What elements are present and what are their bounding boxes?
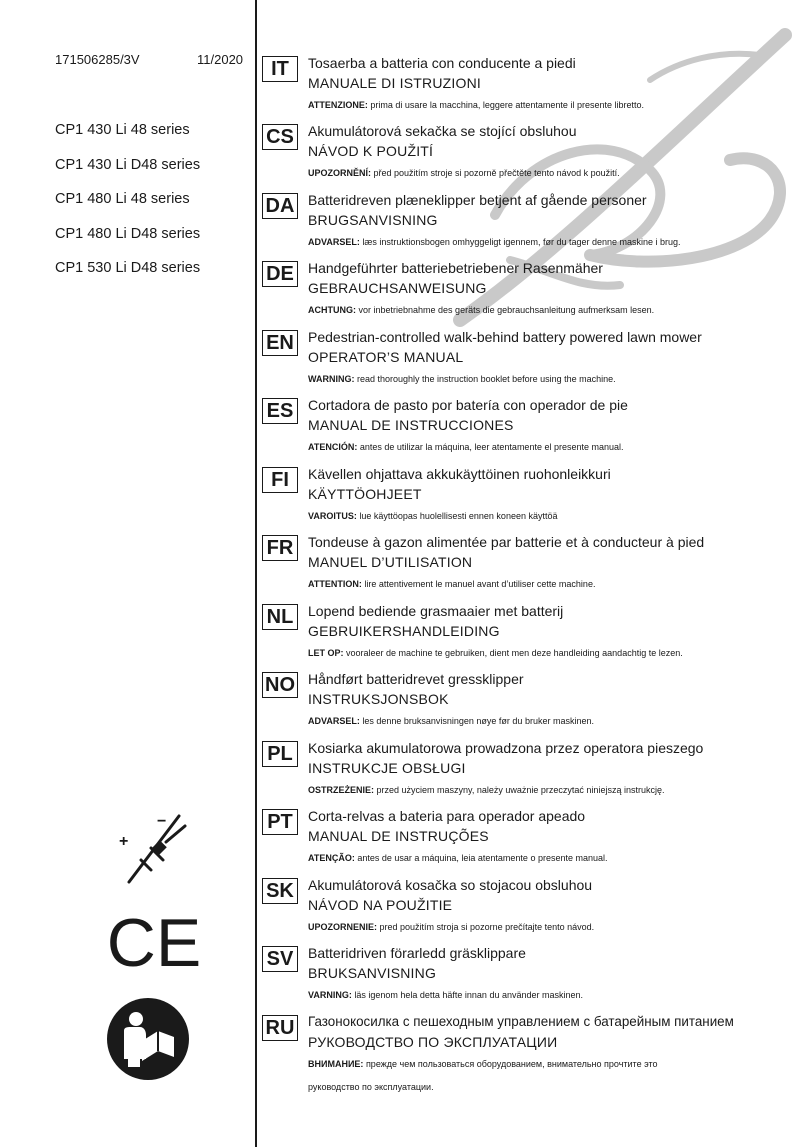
warning-text bbox=[308, 648, 683, 658]
language-block-nl bbox=[262, 603, 802, 669]
ce-mark-icon bbox=[106, 905, 202, 981]
warning-body: prima di usare la macchina, leggere attentamente il presente libretto. bbox=[367, 100, 644, 110]
warning-text bbox=[308, 922, 594, 932]
product-title: Batteridreven plæneklipper betjent af gående personer bbox=[308, 192, 647, 208]
warning-label: WARNING: bbox=[308, 374, 355, 384]
manual-title: MANUEL D’UTILISATION bbox=[308, 554, 473, 570]
product-title: Pedestrian-controlled walk-behind battery powered lawn mower bbox=[308, 329, 702, 345]
language-code: ES bbox=[262, 398, 298, 424]
warning-body: antes de utilizar la máquina, leer atentamente el presente manual. bbox=[357, 442, 624, 452]
manual-title: NÁVOD K POUŽITÍ bbox=[308, 143, 434, 159]
warning-label: OSTRZEŻENIE: bbox=[308, 785, 375, 795]
product-title: Lopend bediende grasmaaier met batterij bbox=[308, 603, 564, 619]
language-code: SK bbox=[262, 878, 298, 904]
warning-label: LET OP: bbox=[308, 648, 344, 658]
warning-body: vor inbetriebnahme des geräts die gebrauchsanleitung aufmerksam lesen. bbox=[356, 305, 655, 315]
language-block-sv bbox=[262, 945, 802, 1011]
product-title: Akumulátorová kosačka so stojacou obsluhou bbox=[308, 877, 593, 893]
manual-title: INSTRUKSJONSBOK bbox=[308, 691, 449, 707]
product-title: Kosiarka akumulatorowa prowadzona przez operatora pieszego bbox=[308, 740, 704, 756]
warning-label: ADVARSEL: bbox=[308, 237, 360, 247]
model-list bbox=[55, 121, 200, 294]
language-block-sk bbox=[262, 877, 802, 943]
language-code: DA bbox=[262, 193, 298, 219]
battery-plus-sign: + bbox=[119, 833, 129, 850]
manual-title: NÁVOD NA POUŽITIE bbox=[308, 897, 453, 913]
warning-text bbox=[308, 1059, 658, 1069]
manual-title: KÄYTTÖOHJEET bbox=[308, 486, 422, 502]
language-code: FR bbox=[262, 535, 298, 561]
warning-label: UPOZORNENIE: bbox=[308, 922, 378, 932]
manual-title: РУКОВОДСТВО ПО ЭКСПЛУАТАЦИИ bbox=[308, 1034, 558, 1050]
language-code: DE bbox=[262, 261, 298, 287]
document-date: 11/2020 bbox=[197, 52, 244, 67]
battery-symbol-icon bbox=[115, 812, 195, 884]
warning-text bbox=[308, 374, 616, 384]
model-item: CP1 430 Li D48 series bbox=[55, 156, 201, 173]
warning-label: ВНИМАНИЕ: bbox=[308, 1059, 364, 1069]
warning-label: VARNING: bbox=[308, 990, 352, 1000]
product-title: Газонокосилка с пешеходным управлением с батарейным питанием bbox=[308, 1014, 734, 1029]
warning-label: ACHTUNG: bbox=[308, 305, 356, 315]
product-title: Tondeuse à gazon alimentée par batterie et à conducteur à pied bbox=[308, 534, 705, 550]
manual-title: GEBRAUCHSANWEISUNG bbox=[308, 280, 487, 296]
battery-cell-shape bbox=[151, 840, 167, 856]
model-item: CP1 480 Li 48 series bbox=[55, 191, 190, 208]
document-code: 171506285/3V bbox=[55, 52, 140, 67]
warning-text bbox=[308, 100, 644, 110]
vertical-divider bbox=[255, 0, 257, 1147]
language-code: IT bbox=[262, 56, 298, 82]
warning-label: ATENCIÓN: bbox=[308, 442, 358, 452]
warning-body: vooraleer de machine te gebruiken, dient men deze handleiding aandachtig te lezen. bbox=[343, 648, 683, 658]
warning-body: прежде чем пользоваться оборудованием, внимательно прочтите это bbox=[363, 1059, 658, 1069]
manual-title: BRUKSANVISNING bbox=[308, 965, 437, 981]
language-block-pt bbox=[262, 808, 802, 874]
product-title: Kävellen ohjattava akkukäyttöinen ruohonleikkuri bbox=[308, 466, 611, 482]
product-title: Akumulátorová sekačka se stojící obsluhou bbox=[308, 123, 577, 139]
warning-body: läs igenom hela detta häfte innan du använder maskinen. bbox=[351, 990, 584, 1000]
warning-text bbox=[308, 511, 557, 521]
model-item: CP1 480 Li D48 series bbox=[55, 225, 201, 242]
warning-body: les denne bruksanvisningen nøye før du bruker maskinen. bbox=[359, 716, 594, 726]
language-block-fi bbox=[262, 466, 802, 532]
warning-text bbox=[308, 716, 594, 726]
warning-body: przed użyciem maszyny, należy uważnie przeczytać niniejszą instrukcję. bbox=[374, 785, 665, 795]
product-title: Batteridriven förarledd gräsklippare bbox=[308, 945, 526, 961]
language-code: NL bbox=[262, 604, 298, 630]
warning-body: læs instruktionsbogen omhyggeligt igennem, før du tager denne maskine i brug. bbox=[359, 237, 681, 247]
ce-mark-lettering: CE bbox=[106, 905, 202, 981]
warning-label: ATTENTION: bbox=[308, 579, 362, 589]
language-code: SV bbox=[262, 946, 298, 972]
manual-title: OPERATOR’S MANUAL bbox=[308, 349, 464, 365]
language-code: PL bbox=[262, 741, 298, 767]
manual-title: MANUALE DI ISTRUZIONI bbox=[308, 75, 481, 91]
warning-text bbox=[308, 237, 681, 247]
warning-text bbox=[308, 442, 624, 452]
warning-label: ATTENZIONE: bbox=[308, 100, 368, 110]
product-title: Handgeführter batteriebetriebener Rasenmäher bbox=[308, 260, 603, 276]
warning-text bbox=[308, 305, 654, 315]
language-code: FI bbox=[262, 467, 298, 493]
manual-title: MANUAL DE INSTRUÇÕES bbox=[308, 828, 489, 844]
warning-body: lue käyttöopas huolellisesti ennen koneen käyttöä bbox=[356, 511, 558, 521]
language-block-cs bbox=[262, 123, 802, 189]
language-block-de bbox=[262, 260, 802, 326]
language-block-fr bbox=[262, 534, 802, 600]
read-manual-icon bbox=[106, 997, 190, 1081]
warning-body: antes de usar a máquina, leia atentamente o presente manual. bbox=[354, 853, 608, 863]
language-code: RU bbox=[262, 1015, 298, 1041]
manual-title: INSTRUKCJE OBSŁUGI bbox=[308, 760, 466, 776]
language-block-da bbox=[262, 192, 802, 258]
warning-body: před použitím stroje si pozorně přečtěte tento návod k použití. bbox=[371, 168, 620, 178]
manual-title: GEBRUIKERSHANDLEIDING bbox=[308, 623, 500, 639]
model-item: CP1 430 Li 48 series bbox=[55, 122, 190, 138]
language-block-it bbox=[262, 55, 802, 121]
language-code: EN bbox=[262, 330, 298, 356]
warning-body: pred použitím stroja si pozorne prečítajte tento návod. bbox=[377, 922, 595, 932]
warning-body: read thoroughly the instruction booklet before using the machine. bbox=[354, 374, 616, 384]
warning-text bbox=[308, 990, 583, 1000]
warning-text-continued: руководство по эксплуатации. bbox=[308, 1082, 434, 1092]
language-block-pl bbox=[262, 740, 802, 806]
warning-label: VAROITUS: bbox=[308, 511, 357, 521]
warning-text bbox=[308, 168, 620, 178]
battery-minus-sign: − bbox=[157, 813, 167, 830]
product-title: Corta-relvas a bateria para operador apeado bbox=[308, 808, 586, 824]
language-block-no bbox=[262, 671, 802, 737]
product-title: Håndført batteridrevet gressklipper bbox=[308, 671, 524, 687]
product-title: Cortadora de pasto por batería con operador de pie bbox=[308, 397, 628, 413]
model-item: CP1 530 Li D48 series bbox=[55, 260, 201, 277]
warning-text bbox=[308, 785, 664, 795]
warning-body: lire attentivement le manuel avant d’utiliser cette machine. bbox=[361, 579, 596, 589]
language-block-en bbox=[262, 329, 802, 395]
language-code: PT bbox=[262, 809, 298, 835]
warning-label: ATENÇÃO: bbox=[308, 853, 355, 863]
warning-label: UPOZORNĚNÍ: bbox=[308, 168, 371, 178]
manual-title: BRUGSANVISNING bbox=[308, 212, 438, 228]
language-block-ru bbox=[262, 1014, 802, 1104]
language-code: NO bbox=[262, 672, 298, 698]
product-title: Tosaerba a batteria con conducente a piedi bbox=[308, 55, 576, 71]
language-code: CS bbox=[262, 124, 298, 150]
warning-text bbox=[308, 579, 595, 589]
warning-label: ADVARSEL: bbox=[308, 716, 360, 726]
manual-title: MANUAL DE INSTRUCCIONES bbox=[308, 417, 514, 433]
language-block-es bbox=[262, 397, 802, 463]
warning-text bbox=[308, 853, 608, 863]
